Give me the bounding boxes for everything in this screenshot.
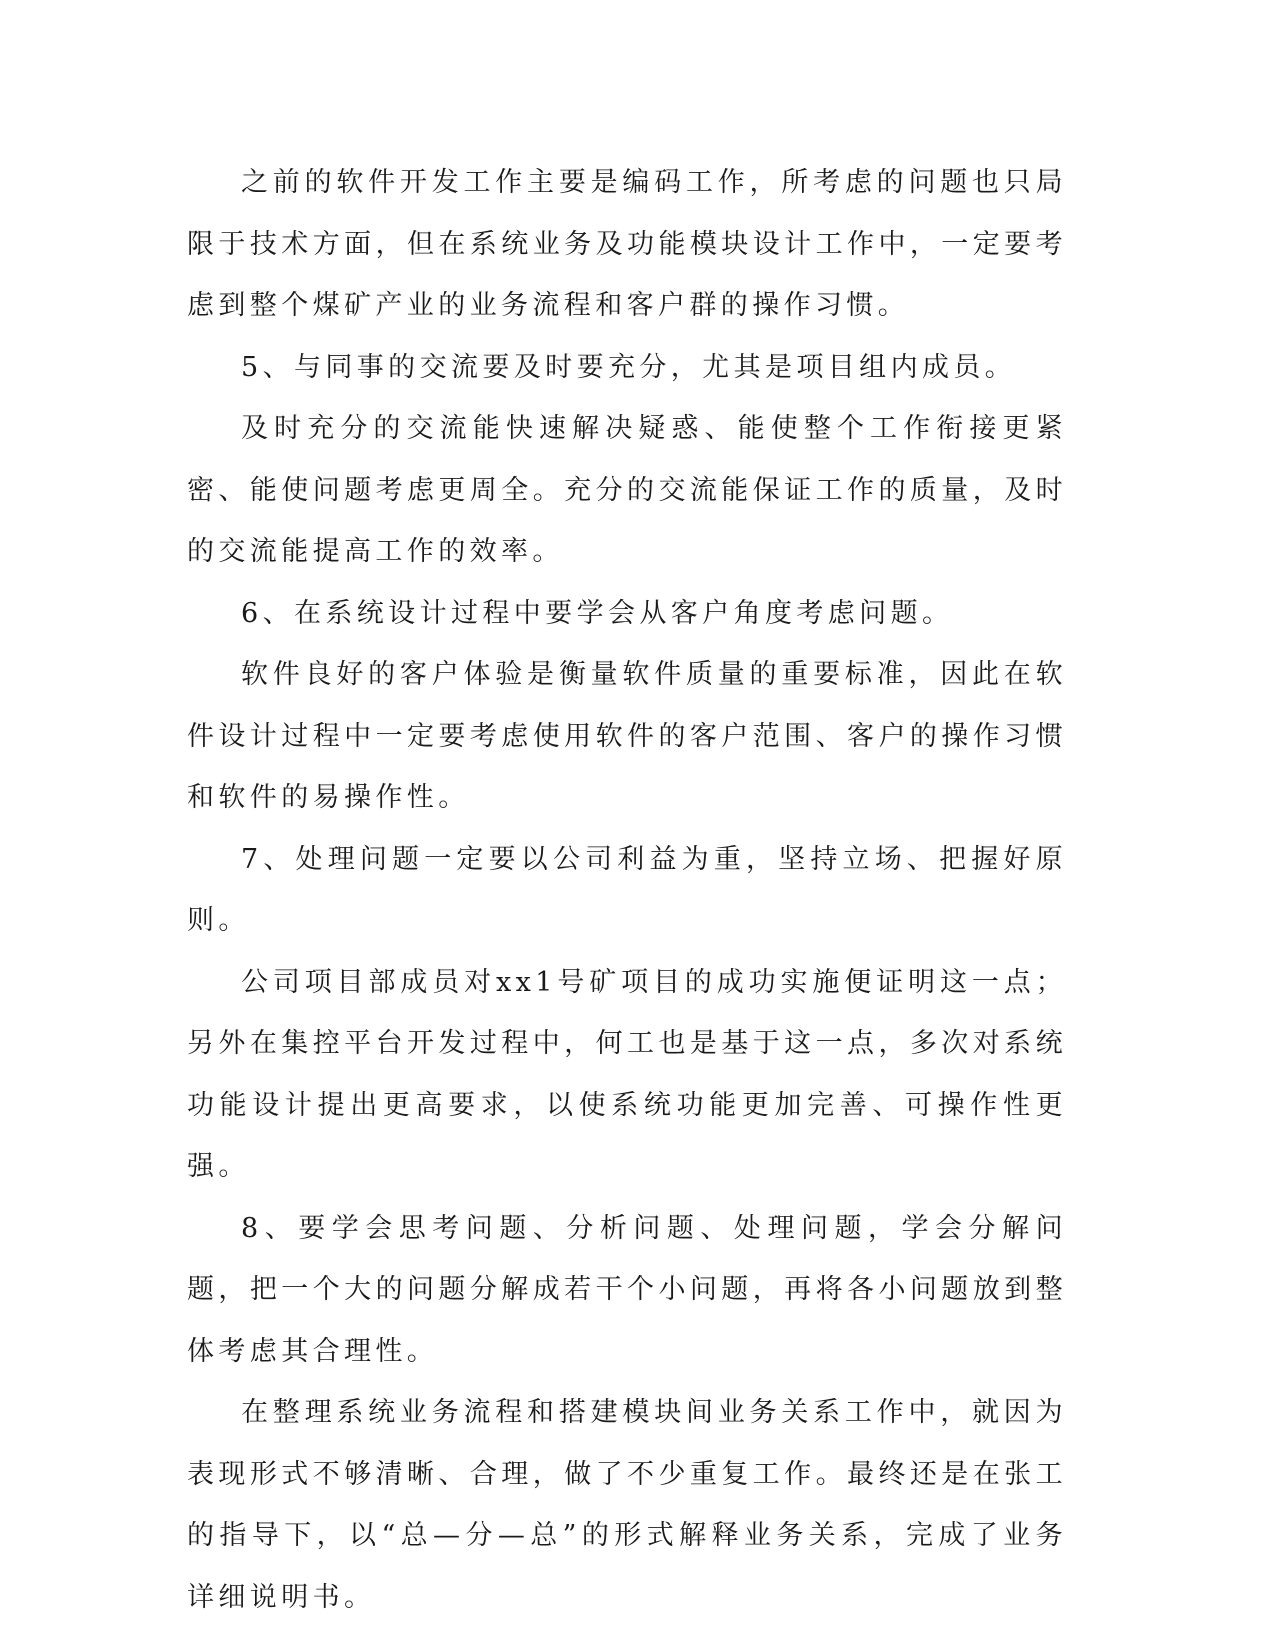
heading-point-8: 8、要学会思考问题、分析问题、处理问题，学会分解问题，把一个大的问题分解成若干个小问题，再将各小问题放到整体考虑其合理性。 [187,1212,1067,1367]
paragraph-communication: 及时充分的交流能快速解决疑惑、能使整个工作衔接更紧密、能使问题考虑更周全。充分的交流能保证工作的质量，及时的交流能提高工作的效率。 [187,413,1067,567]
document-body [187,152,1067,1628]
paragraph-customer-experience: 软件良好的客户体验是衡量软件质量的重要标准，因此在软件设计过程中一定要考虑使用软件的客户范围、客户的操作习惯和软件的易操作性。 [187,659,1067,813]
heading-point-7: 7、处理问题一定要以公司利益为重，坚持立场、把握好原则。 [187,843,1067,936]
heading-point-5: 5、与同事的交流要及时要充分，尤其是项目组内成员。 [241,351,1017,383]
paragraph-business-relations: 在整理系统业务流程和搭建模块间业务关系工作中，就因为表现形式不够清晰、合理，做了不少重复工作。最终还是在张工的指导下，以“总—分—总”的形式解释业务关系，完成了业务详细说明书。 [187,1397,1067,1613]
heading-point-6: 6、在系统设计过程中要学会从客户角度考虑问题。 [241,597,954,629]
paragraph-company-interest: 公司项目部成员对xx1号矿项目的成功实施便证明这一点；另外在集控平台开发过程中，何工也是基于这一点，多次对系统功能设计提出更高要求，以使系统功能更加完善、可操作性更强。 [187,966,1067,1182]
paragraph-coding-scope: 之前的软件开发工作主要是编码工作，所考虑的问题也只局限于技术方面，但在系统业务及功能模块设计工作中，一定要考虑到整个煤矿产业的业务流程和客户群的操作习惯。 [187,167,1067,321]
